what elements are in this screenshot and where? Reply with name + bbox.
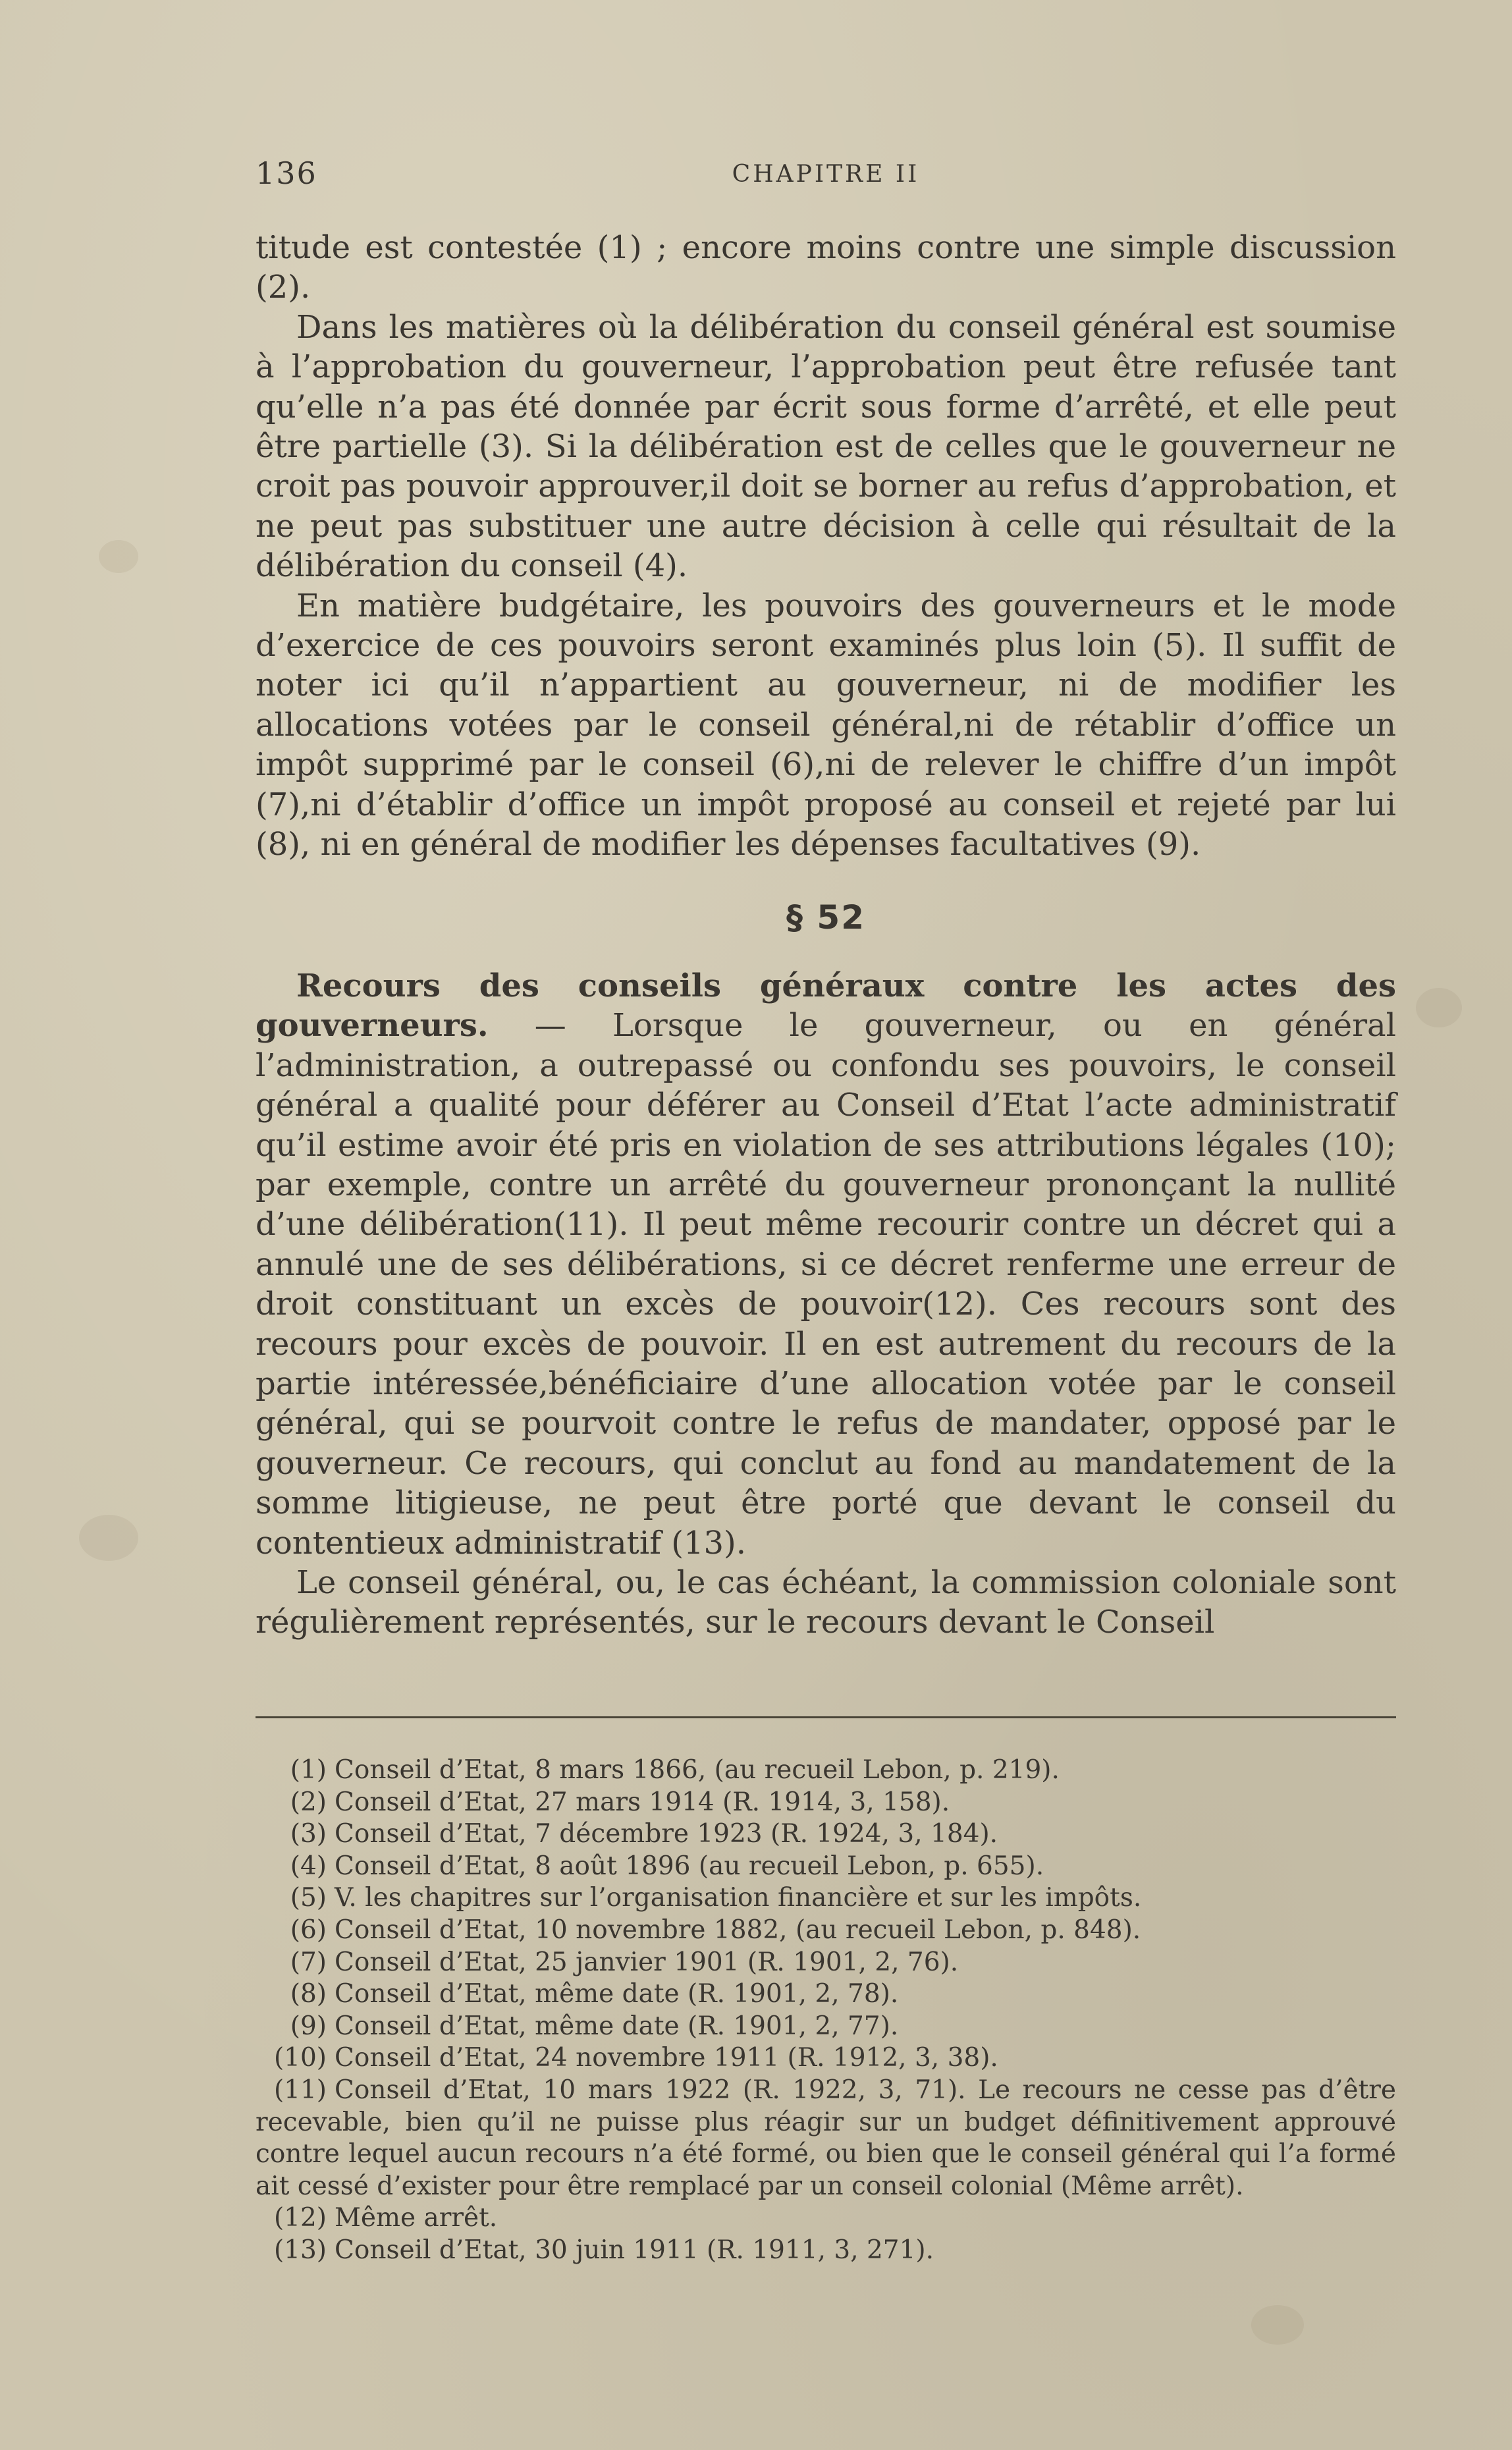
footnote [256, 1978, 1396, 2011]
paragraph-5: Le conseil général, ou, le cas échéant, la commission coloniale sont régulièrement représentés, sur le recours devant le Conseil [256, 1564, 1396, 1641]
footnote-text: Conseil d’Etat, 8 août 1896 (au recueil Lebon, p. 655). [335, 1851, 1044, 1881]
footnote-divider [256, 1716, 1396, 1718]
footnote [256, 2235, 1396, 2267]
footnote-number: (2) [290, 1787, 327, 1817]
footnote-text: Conseil d’Etat, 7 décembre 1923 (R. 1924, 3, 184). [335, 1819, 998, 1849]
footnote-text: Conseil d’Etat, 27 mars 1914 (R. 1914, 3, 158). [335, 1787, 950, 1817]
footnote-text: V. les chapitres sur l’organisation financière et sur les impôts. [335, 1883, 1142, 1913]
footnote-number: (10) [273, 2043, 327, 2073]
footnote-number: (9) [290, 2011, 327, 2041]
footnote-text: Conseil d’Etat, même date (R. 1901, 2, 78). [335, 1979, 899, 2009]
footnote [256, 1818, 1396, 1851]
page-number: 136 [256, 155, 317, 191]
footnote [256, 1787, 1396, 1819]
paragraph-4-title: Recours des conseils généraux contre les actes des gouverneurs. [256, 967, 1396, 1045]
footnote-number: (6) [290, 1915, 327, 1945]
footnote [256, 1915, 1396, 1947]
footnote-number: (4) [290, 1851, 327, 1881]
footnote-text: Conseil d’Etat, même date (R. 1901, 2, 77). [335, 2011, 899, 2041]
running-title: CHAPITRE II [732, 161, 920, 188]
footnote-number: (3) [290, 1819, 327, 1849]
footnote [256, 2075, 1396, 2202]
section-heading: § 52 [786, 898, 865, 937]
paragraph-1: titude est contestée (1) ; encore moins contre une simple discussion (2). [256, 229, 1396, 306]
paper-stain [99, 540, 138, 573]
paper-stain [1416, 988, 1462, 1027]
footnote-text: Conseil d’Etat, 24 novembre 1911 (R. 1912, 3, 38). [335, 2043, 998, 2073]
footnote-number: (7) [290, 1947, 327, 1977]
footnote-text: Conseil d’Etat, 25 janvier 1901 (R. 1901, 2, 76). [335, 1947, 959, 1977]
footnote [256, 1882, 1396, 1915]
footnote [256, 2011, 1396, 2043]
paragraph-4-body: — Lorsque le gouverneur, ou en général l’administration, a outrepassé ou confondu ses pouvoirs, le conseil général a qualité pour déférer au Conseil d’Etat l’acte administratif qu’il estime avoir été pris en violation de ses attributions légales (10); par exemple, contre un arrêté du gouverneur prononçant la nullité d’une délibération(11). Il peut même recourir contre un décret qui a annulé une de ses délibérations, si ce décret renferme une erreur de droit constituant un excès de pouvoir(12). Ces recours sont des recours pour excès de pouvoir. Il en est autrement du recours de la partie intéressée,bénéficiaire d’une allocation votée par le conseil général, qui se pourvoit contre le refus de mandater, opposé par le gouverneur. Ce recours, qui conclut au fond au mandatement de la somme litigieuse, ne peut être porté que devant le conseil du contentieux administratif (13). [256, 1007, 1396, 1562]
footnote-text: Conseil d’Etat, 8 mars 1866, (au recueil Lebon, p. 219). [335, 1755, 1060, 1785]
footnote-number: (5) [290, 1883, 327, 1913]
paragraph-2: Dans les matières où la délibération du conseil général est soumise à l’approbation du gouverneur, l’approbation peut être refusée tant qu’elle n’a pas été donnée par écrit sous forme d’arrêté, et elle peut être partielle (3). Si la délibération est de celles que le gouverneur ne croit pas pouvoir approuver,il doit se borner au refus d’approbation, et ne peut pas substituer une autre décision à celle qui résultait de la délibération du conseil (4). [256, 308, 1396, 585]
footnote [256, 2202, 1396, 2235]
footnote [256, 1947, 1396, 1979]
footnote-number: (11) [273, 2075, 327, 2105]
main-text [256, 228, 1396, 1643]
page-header [256, 155, 1396, 202]
footnote-text: Conseil d’Etat, 10 novembre 1882, (au recueil Lebon, p. 848). [335, 1915, 1141, 1945]
footnote [256, 2042, 1396, 2075]
footnote-text: Même arrêt. [335, 2203, 498, 2233]
paragraph-4 [256, 966, 1396, 1563]
footnote-number: (1) [290, 1755, 327, 1785]
footnote-number: (12) [273, 2203, 327, 2233]
footnote-text: Conseil d’Etat, 10 mars 1922 (R. 1922, 3, 71). Le recours ne cesse pas d’être recevable, bien qu’il ne puisse plus réagir sur un budget définitivement approuvé contre lequel aucun recours n’a été formé, ou bien que le conseil général qui l’a formé ait cessé d’exister pour être remplacé par un conseil colonial (Même arrêt). [256, 2075, 1396, 2201]
paper-stain [1251, 2305, 1304, 2345]
footnote-text: Conseil d’Etat, 30 juin 1911 (R. 1911, 3, 271). [335, 2235, 934, 2265]
footnote-number: (8) [290, 1979, 327, 2009]
paragraph-3: En matière budgétaire, les pouvoirs des gouverneurs et le mode d’exercice de ces pouvoirs seront examinés plus loin (5). Il suffit de noter ici qu’il n’appartient au gouverneur, ni de modifier les allocations votées par le conseil général,ni de rétablir d’office un impôt supprimé par le conseil (6),ni de relever le chiffre d’un impôt (7),ni d’établir d’office un impôt proposé au conseil et rejeté par lui (8), ni en général de modifier les dépenses facultatives (9). [256, 587, 1396, 863]
footnote [256, 1851, 1396, 1883]
footnotes [256, 1755, 1396, 2267]
footnote [256, 1755, 1396, 1787]
footnote-number: (13) [273, 2235, 327, 2265]
paper-stain [79, 1515, 138, 1561]
